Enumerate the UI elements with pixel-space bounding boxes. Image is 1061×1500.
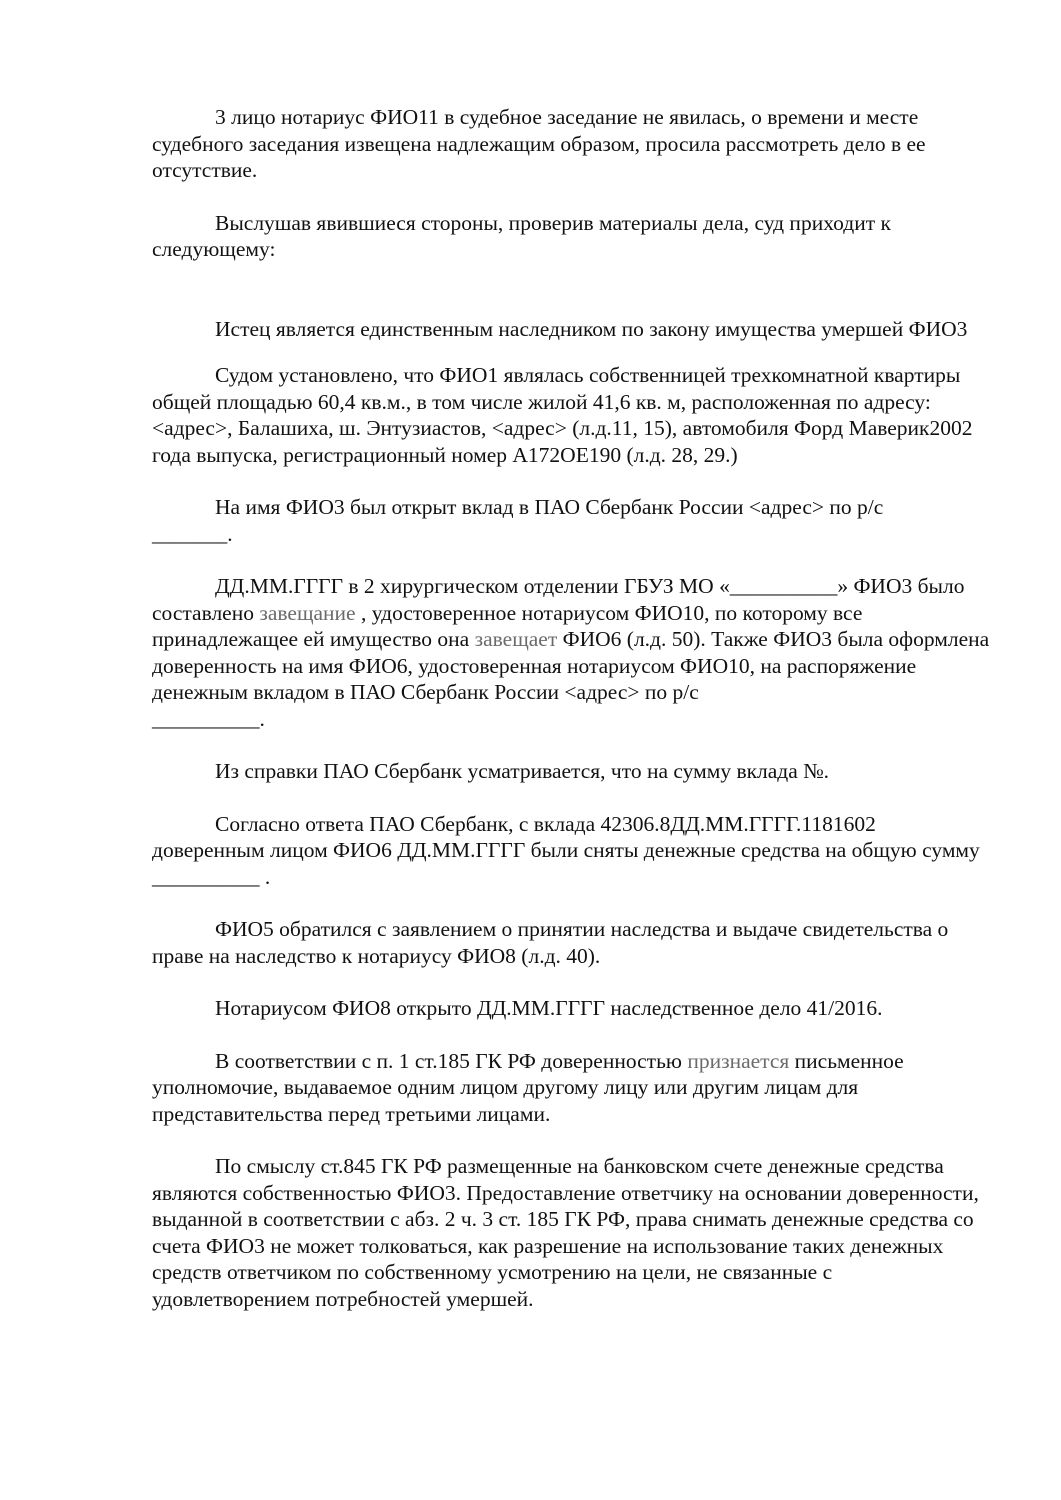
will-account-blank: __________. [152,706,265,731]
will-text-a: ДД.ММ.ГГГГ в 2 хирургическом отделении ГБУЗ МО «__________» ФИО3 было составлено [152,574,965,625]
paragraph-bank-response: Согласно ответа ПАО Сбербанк, с вклада 42306.8ДД.ММ.ГГГГ.1181602 доверенным лицом ФИО6 ДД.ММ.ГГГГ были сняты денежные средства на общую сумму __________ . [152,811,980,889]
will-link-testament[interactable]: завещание [259,600,356,625]
poa-text-a: В соответствии с п. 1 ст.185 ГК РФ доверенностью [215,1048,688,1073]
paragraph-bank-certificate: Из справки ПАО Сбербанк усматривается, что на сумму вклада №. [215,759,830,783]
paragraph-deposit [152,494,990,547]
document-body [152,104,990,1312]
paragraph-court-hearing: Выслушав явившиеся стороны, проверив материалы дела, суд приходит к следующему: [152,210,891,261]
paragraph-property: Судом установлено, что ФИО1 являлась собственницей трехкомнатной квартиры общей площадью 60,4 кв.м., в том числе жилой 41,6 кв. м, расположенная по адресу: <адрес>, Балашиха, ш. Энтузиастов, <адрес> (л.д.11, 15), автомобиля Форд Маверик2002 года выпуска, регистрационный номер А172ОЕ190 (л.д. 28, 29.) [152,363,973,467]
paragraph-power-of-attorney [152,1048,990,1128]
paragraph-will [152,573,990,732]
deposit-text: На имя ФИО3 был открыт вклад в ПАО Сбербанк России <адрес> по р/с [215,495,884,519]
paragraph-inheritance-application: ФИО5 обратился с заявлением о принятии наследства и выдаче свидетельства о праве на наследство к нотариусу ФИО8 (л.д. 40). [152,917,949,968]
will-text-c: ФИО6 (л.д. 50). Также ФИО3 была оформлена доверенность на имя ФИО6, удостоверенная нотариусом ФИО10, на распоряжение денежным вкладом в ПАО Сбербанк России <адрес> по р/с [152,627,990,704]
paragraph-notary-absence: 3 лицо нотариус ФИО11 в судебное заседание не явилась, о времени и месте судебного заседания извещена надлежащим образом, просила рассмотреть дело в ее отсутствие. [152,105,926,182]
paragraph-bank-account-meaning: По смыслу ст.845 ГК РФ размещенные на банковском счете денежные средства являются собственностью ФИО3. Предоставление ответчику на основании доверенности, выданной в соответствии с абз. 2 ч. 3 ст. 185 ГК РФ, права снимать денежные средства со счета ФИО3 не может толковаться, как разрешение на использование таких денежных средств ответчиком по собственному усмотрению на цели, не связанные с удовлетворением потребностей умершей. [152,1154,979,1311]
poa-text-b: письменное уполномочие, выдаваемое одним лицом другому лицу или другим лицам для представительства перед третьими лицами. [152,1048,904,1126]
deposit-account-blank: _______. [152,521,233,546]
poa-link-recognized[interactable]: признается [687,1048,790,1073]
paragraph-inheritance-case: Нотариусом ФИО8 открыто ДД.ММ.ГГГГ наследственное дело 41/2016. [215,996,883,1020]
will-link-bequeaths[interactable]: завещает [474,627,558,651]
will-text-b: , удостоверенное нотариусом ФИО10, по которому все принадлежащее ей имущество она [152,600,863,651]
paragraph-sole-heir: Истец является единственным наследником по закону имущества умершей ФИО3 [215,316,968,341]
